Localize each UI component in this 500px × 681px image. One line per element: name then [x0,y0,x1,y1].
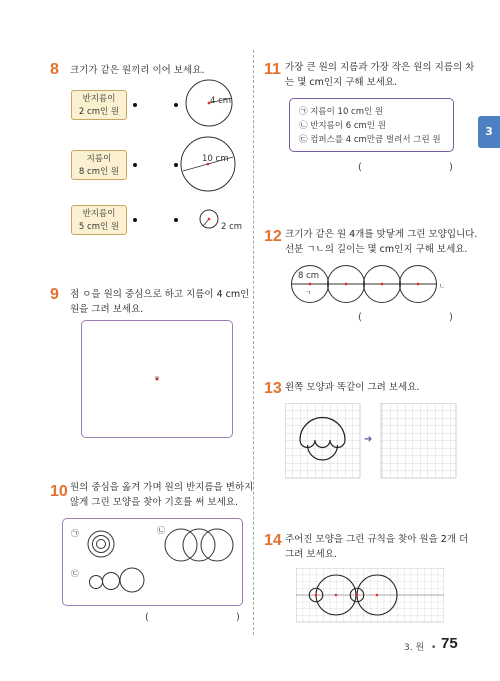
q8-circle-2-label: 10 cm [202,154,229,164]
q10-b-circle-1 [165,529,197,561]
q8-item-1 [71,90,127,120]
q8-item-2-line2: 8 cm인 원 [78,167,120,177]
question-12-line1: 크기가 같은 원 4개를 맞닿게 그린 모양입니다. [285,229,478,240]
q8-circle-1-label: 4 cm [210,96,232,106]
q8-left-dot-3[interactable] [133,218,137,222]
q10-c-circle-1 [90,576,103,589]
q14-center-2 [335,594,338,597]
q12-center-4 [417,283,420,286]
q9-drawing-area[interactable] [81,320,233,438]
q10-c-circle-2 [103,573,120,590]
question-12-text [285,227,477,257]
chapter-tab[interactable]: 3 [478,116,500,148]
q10-figure-box [62,518,243,606]
q8-item-3-line2: 5 cm인 원 [78,222,120,232]
q8-right-dot-3[interactable] [174,218,178,222]
question-11-line1: 가장 큰 원의 지름과 가장 작은 원의 지름의 차 [285,62,475,73]
q8-item-2-line1: 지름이 [86,154,112,164]
q9-center-label: ㅇ [154,375,160,382]
q10-a-inner [97,540,106,549]
q8-item-3 [71,205,127,235]
question-13-text: 왼쪽 모양과 똑같이 그려 보세요. [285,382,420,393]
question-number-14: 14 [264,532,282,549]
q8-item-1-line2: 2 cm인 원 [78,107,120,117]
question-12-line2: 선분 ㄱㄴ의 길이는 몇 cm인지 구해 보세요. [285,244,468,255]
q10-c-circle-3 [120,568,144,592]
q12-center-1 [309,283,312,286]
q12-figure [285,262,455,307]
q11-answer-open[interactable]: ( [358,162,362,173]
q13-arrow-icon: ➜ [364,434,373,445]
q8-right-dot-2[interactable] [174,163,178,167]
q13-left-grid [285,403,360,478]
q10-answer-open[interactable]: ( [145,612,149,623]
question-11-line2: 는 몇 cm인지 구해 보세요. [285,77,398,88]
q10-a-middle [93,536,110,553]
q12-answer-close[interactable]: ) [449,312,453,323]
q10-b-circle-3 [201,529,233,561]
q11-answer-close[interactable]: ) [449,162,453,173]
q11-options [299,105,441,147]
q12-label-cm: 8 cm [298,271,320,281]
q14-figure[interactable] [296,568,444,623]
footer-section [404,640,436,653]
q10-mark-3: ㉢ [71,569,79,578]
q10-b-circle-2 [183,529,215,561]
question-10-line2: 않게 그린 모양을 찾아 기호를 써 보세요. [70,497,238,508]
question-9-line1: 점 ㅇ을 원의 중심으로 하고 지름이 4 cm인 [70,289,250,300]
q8-item-1-line1: 반지름이 [82,94,116,104]
q12-label-end: ㄴ [439,282,446,290]
question-11-text [285,60,474,90]
q12-label-start: ㄱ [305,289,312,297]
q8-left-dot-2[interactable] [133,163,137,167]
question-14-text [285,532,468,562]
q10-a-outer [88,531,114,557]
page-number: 75 [441,635,458,652]
q10-answer-close[interactable]: ) [236,612,240,623]
question-number-11: 11 [264,61,281,78]
q10-figures [63,519,242,605]
q11-options-box [289,98,454,152]
question-number-9: 9 [50,286,59,303]
q8-circles [180,78,255,248]
q10-mark-2: ㉡ [157,526,165,535]
question-number-12: 12 [264,228,282,245]
q14-center-3 [356,594,359,597]
question-14-line1: 주어진 모양을 그린 규칙을 찾아 원을 2개 더 [285,534,469,545]
q11-option-1: ㉠ 지름이 10 cm인 원 [299,107,384,117]
q8-circle-3-center [208,218,211,221]
question-10-line1: 원의 중심을 옮겨 가며 원의 반지름을 변하지 [70,482,254,493]
q11-option-2: ㉡ 반지름이 6 cm인 원 [299,121,386,131]
q12-answer-open[interactable]: ( [358,312,362,323]
question-8-text: 크기가 같은 원끼리 이어 보세요. [70,65,205,76]
question-9-text [70,287,249,317]
question-14-line2: 그려 보세요. [285,549,337,560]
q13-grids [285,403,460,480]
q8-item-2 [71,150,127,180]
q14-center-4 [376,594,379,597]
q10-mark-1: ㉠ [71,529,79,538]
question-number-10: 10 [50,483,68,500]
question-10-text [70,480,253,510]
q12-center-2 [345,283,348,286]
question-number-13: 13 [264,380,282,397]
footer-separator: • [431,643,437,653]
q8-circle-3-radius [203,219,209,226]
q8-circle-3-label: 2 cm [221,222,243,232]
q8-left-dot-1[interactable] [133,103,137,107]
q13-right-grid[interactable] [381,403,456,478]
q14-center-1 [315,594,318,597]
question-9-line2: 원을 그려 보세요. [70,304,144,315]
question-number-8: 8 [50,61,59,78]
q12-center-3 [381,283,384,286]
q8-item-3-line1: 반지름이 [82,209,116,219]
footer-section-label: 3. 원 [404,643,425,653]
q11-option-3: ㉢ 컴퍼스를 4 cm만큼 벌려서 그린 원 [299,135,441,145]
q8-right-dot-1[interactable] [174,103,178,107]
